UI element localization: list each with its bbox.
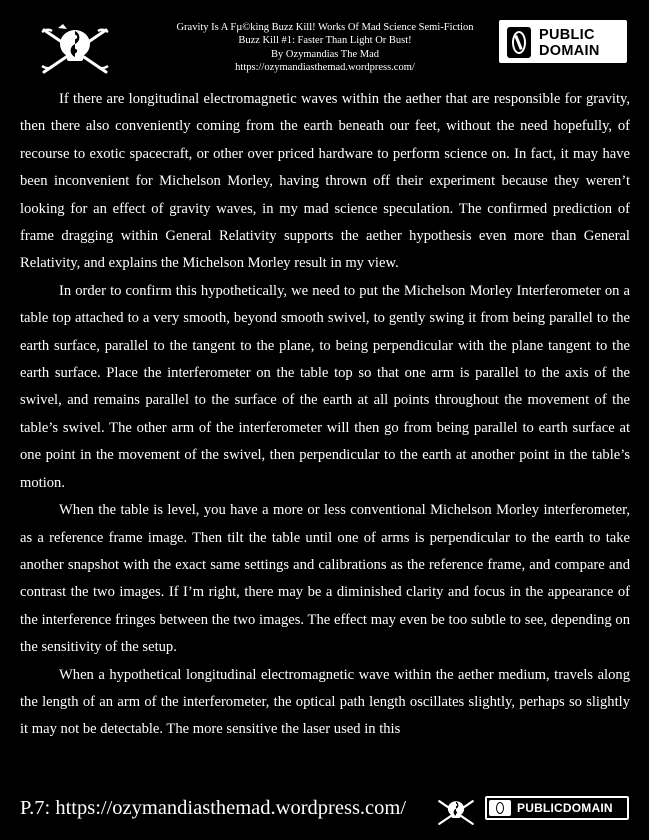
public-domain-icon <box>489 800 511 816</box>
author-line: By Ozymandias The Mad <box>271 48 379 60</box>
paragraph-4: When a hypothetical longitudinal electromagnetic wave within the aether medium, travels along the length of an arm of the interferometer, the optical path length oscillates slightly, perhaps so slightly it may not be detectable. The more sensitive the laser used in this <box>20 666 630 738</box>
badge-line-domain: DOMAIN <box>539 43 600 59</box>
book-title: Gravity Is A Fµ©king Buzz Kill! Works Of Mad Science Semi-Fiction <box>176 22 474 33</box>
page-footer <box>0 790 649 840</box>
page-header <box>0 0 649 80</box>
badge-line-public: PUBLIC <box>539 27 595 43</box>
badge-text: PUBLICDOMAIN <box>517 801 613 815</box>
public-domain-badge <box>499 20 627 63</box>
header-title-block <box>140 21 510 74</box>
book-subtitle: Buzz Kill #1: Faster Than Light Or Bust! <box>238 35 412 47</box>
public-domain-icon <box>507 27 531 58</box>
paragraph-2: In order to confirm this hypothetically, we need to put the Michelson Morley Interferometer on a table top attached to a very smooth, beyond smooth swivel, to gently swing it from being parallel to the earth surface, parallel to the tangent to the plane, to being perpendicular with the plane tangent to the earth surface. Place the interferometer on the table top so that one arm is parallel to the axis of the swivel, and remains parallel to the surface of the earth at all points throughout the movement of the table’s swivel. The other arm of the interferometer will then go from being parallel to earth surface at one point in the movement of the swivel, then perpendicular to the earth at another point in the table’s motion. <box>20 282 630 491</box>
public-domain-badge-small <box>485 796 629 820</box>
pirate-skull-icon <box>38 22 112 78</box>
paragraph-3: When the table is level, you have a more or less conventional Michelson Morley interferometer, as a reference frame image. Then tilt the table until one of arms is perpendicular to the earth to take another snapshot with the exact same settings and calibrations as the reference frame, and compare and contrast the two images. If I’m right, there may be a diminished clarity and focus in the appearance of the interference fringes between the two images. The effect may even be too subtle to see, depending on the sensitivity of the setup. <box>20 502 630 656</box>
body-text <box>20 86 630 744</box>
page-number-url: P.7: https://ozymandiasthemad.wordpress.com/ <box>20 797 407 819</box>
pirate-skull-icon <box>436 794 476 830</box>
header-url: https://ozymandiasthemad.wordpress.com/ <box>235 61 415 73</box>
paragraph-1: If there are longitudinal electromagnetic waves within the aether that are responsible for gravity, then there also conveniently coming from the earth beneath our feet, without the need hopefully, of recourse to exotic spacecraft, or other over priced hardware to perform science on. In fact, it may have been inconvenient for Michelson Morley, having thrown off their experiment because they weren’t looking for an effect of gravity waves, in my mad science speculation. The confirmed prediction of frame dragging within General Relativity supports the aether hypothesis even more than General Relativity, and explains the Michelson Morley result in my view. <box>20 91 630 272</box>
